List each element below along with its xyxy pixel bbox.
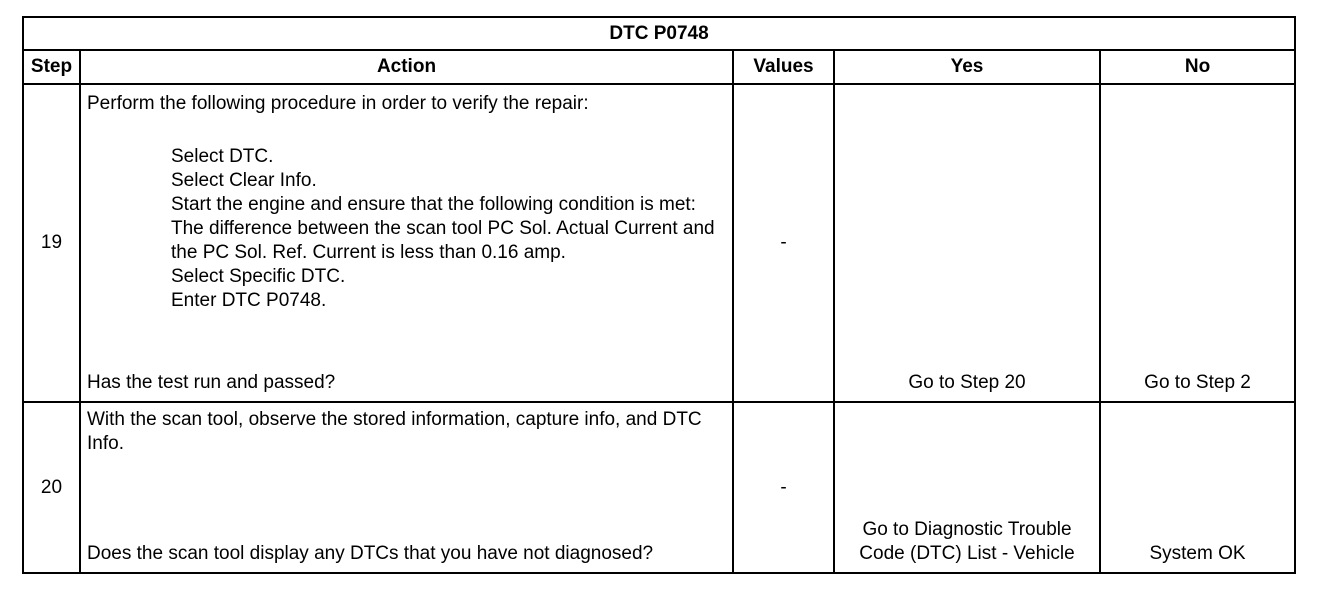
substep: Select Clear Info. [171, 170, 317, 191]
yes-cell [834, 402, 1100, 573]
yes-outcome: Go to Diagnostic Trouble Code (DTC) List - Vehicle [859, 519, 1075, 564]
table-row [23, 84, 1295, 402]
action-cell [80, 402, 733, 573]
step-number: 20 [23, 402, 80, 573]
no-cell [1100, 84, 1295, 402]
substep-list [171, 145, 726, 313]
dtc-table [22, 16, 1296, 574]
substep: Select DTC. [171, 146, 274, 167]
action-cell [80, 84, 733, 402]
substep: Select Specific DTC. [171, 266, 346, 287]
header-values: Values [733, 50, 834, 84]
substep: Start the engine and ensure that the following condition is met: [171, 194, 696, 215]
table-title: DTC P0748 [23, 17, 1295, 50]
step-number: 19 [23, 84, 80, 402]
header-step: Step [23, 50, 80, 84]
action-question: Has the test run and passed? [87, 372, 336, 393]
title-row [23, 17, 1295, 50]
action-question: Does the scan tool display any DTCs that you have not diagnosed? [87, 543, 654, 564]
header-yes: Yes [834, 50, 1100, 84]
yes-cell [834, 84, 1100, 402]
header-no: No [1100, 50, 1295, 84]
header-row [23, 50, 1295, 84]
yes-outcome: Go to Step 20 [908, 372, 1026, 393]
values-cell: - [733, 84, 834, 402]
no-cell [1100, 402, 1295, 573]
no-outcome: System OK [1149, 543, 1246, 564]
table-row [23, 402, 1295, 573]
substep: Enter DTC P0748. [171, 290, 327, 311]
action-intro: With the scan tool, observe the stored information, capture info, and DTC Info. [87, 409, 702, 454]
header-action: Action [80, 50, 733, 84]
values-cell: - [733, 402, 834, 573]
no-outcome: Go to Step 2 [1144, 372, 1251, 393]
substep: The difference between the scan tool PC Sol. Actual Current and the PC Sol. Ref. Current is less than 0.16 amp. [171, 218, 715, 263]
action-intro: Perform the following procedure in order to verify the repair: [87, 93, 589, 114]
